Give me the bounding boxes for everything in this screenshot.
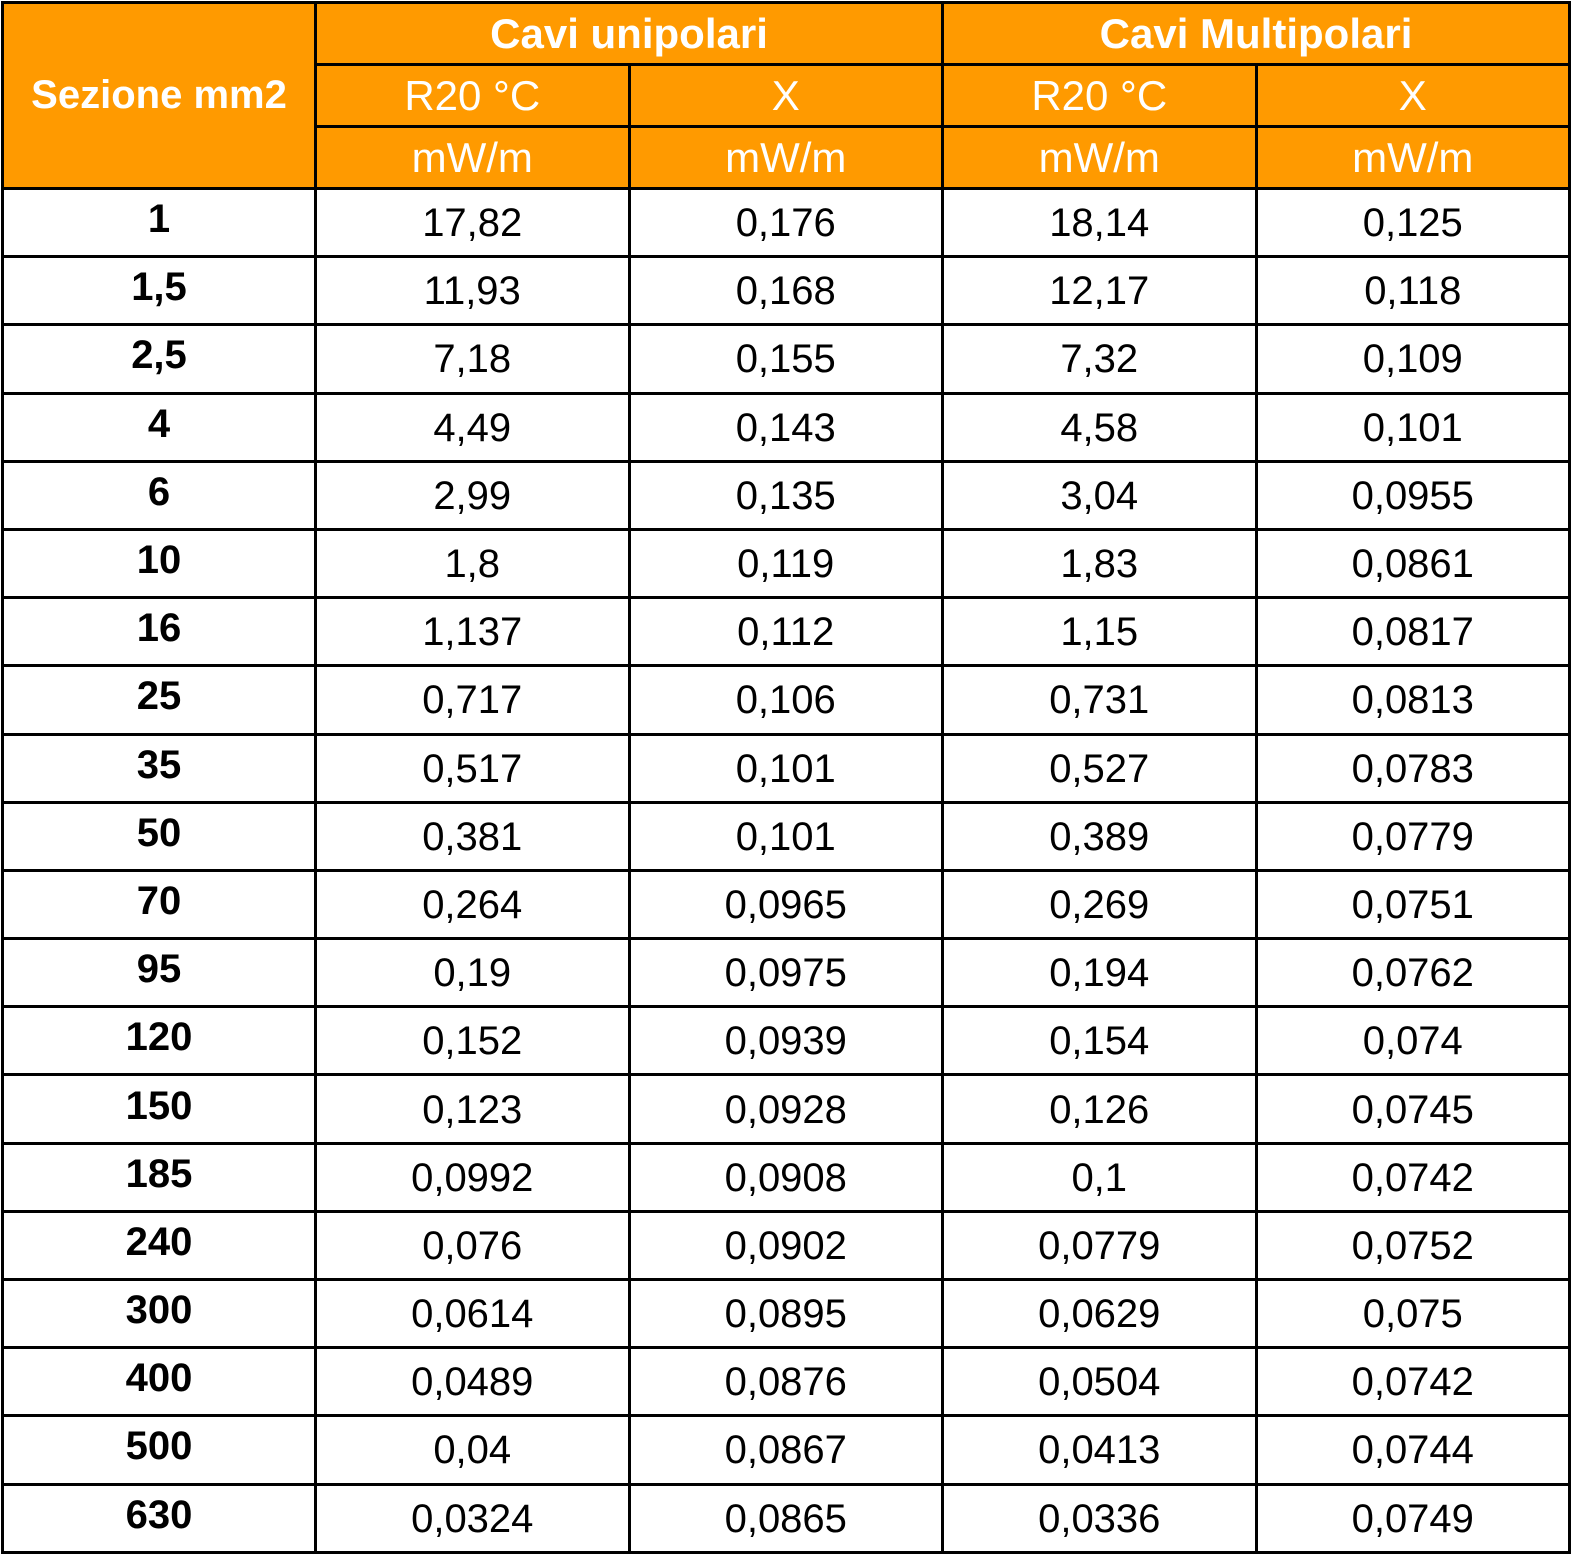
multipolar-r20-cell: 1,15 — [943, 598, 1257, 666]
multipolar-r20-cell: 0,154 — [943, 1007, 1257, 1075]
size-cell: 6 — [3, 461, 316, 529]
multipolar-r20-cell: 0,0779 — [943, 1211, 1257, 1279]
param-header-multipolar-r20: R20 °C — [943, 65, 1257, 127]
multipolar-r20-cell: 0,0336 — [943, 1484, 1257, 1552]
multipolar-r20-cell: 7,32 — [943, 325, 1257, 393]
multipolar-r20-cell: 3,04 — [943, 461, 1257, 529]
unipolar-x-cell: 0,0975 — [629, 939, 943, 1007]
table-row — [3, 1007, 1570, 1075]
multipolar-x-cell: 0,0744 — [1256, 1416, 1570, 1484]
table-row — [3, 1348, 1570, 1416]
multipolar-x-cell: 0,075 — [1256, 1280, 1570, 1348]
multipolar-x-cell: 0,0742 — [1256, 1348, 1570, 1416]
size-cell: 95 — [3, 939, 316, 1007]
table-row — [3, 393, 1570, 461]
multipolar-x-cell: 0,0752 — [1256, 1211, 1570, 1279]
multipolar-x-cell: 0,0861 — [1256, 529, 1570, 597]
unipolar-x-cell: 0,0876 — [629, 1348, 943, 1416]
size-cell: 1,5 — [3, 257, 316, 325]
multipolar-x-cell: 0,0955 — [1256, 461, 1570, 529]
table-row — [3, 939, 1570, 1007]
size-cell: 50 — [3, 802, 316, 870]
multipolar-r20-cell: 0,389 — [943, 802, 1257, 870]
multipolar-r20-cell: 0,731 — [943, 666, 1257, 734]
unipolar-r20-cell: 2,99 — [316, 461, 630, 529]
unipolar-r20-cell: 1,137 — [316, 598, 630, 666]
unipolar-r20-cell: 0,517 — [316, 734, 630, 802]
group-header-multipolar: Cavi Multipolari — [943, 3, 1570, 65]
multipolar-r20-cell: 0,0504 — [943, 1348, 1257, 1416]
size-cell: 120 — [3, 1007, 316, 1075]
multipolar-x-cell: 0,0779 — [1256, 802, 1570, 870]
unipolar-x-cell: 0,0867 — [629, 1416, 943, 1484]
multipolar-r20-cell: 0,1 — [943, 1143, 1257, 1211]
multipolar-x-cell: 0,0817 — [1256, 598, 1570, 666]
unipolar-r20-cell: 0,0324 — [316, 1484, 630, 1552]
multipolar-x-cell: 0,101 — [1256, 393, 1570, 461]
unipolar-x-cell: 0,106 — [629, 666, 943, 734]
multipolar-r20-cell: 4,58 — [943, 393, 1257, 461]
unipolar-x-cell: 0,0928 — [629, 1075, 943, 1143]
unit-header-unipolar-r20: mW/m — [316, 127, 630, 189]
unipolar-r20-cell: 0,0992 — [316, 1143, 630, 1211]
param-header-unipolar-x: X — [629, 65, 943, 127]
multipolar-x-cell: 0,0762 — [1256, 939, 1570, 1007]
size-cell: 16 — [3, 598, 316, 666]
unipolar-x-cell: 0,0965 — [629, 870, 943, 938]
multipolar-x-cell: 0,109 — [1256, 325, 1570, 393]
size-cell: 500 — [3, 1416, 316, 1484]
unipolar-r20-cell: 0,19 — [316, 939, 630, 1007]
unipolar-x-cell: 0,155 — [629, 325, 943, 393]
multipolar-x-cell: 0,118 — [1256, 257, 1570, 325]
unipolar-r20-cell: 0,381 — [316, 802, 630, 870]
unipolar-r20-cell: 0,152 — [316, 1007, 630, 1075]
unipolar-x-cell: 0,0939 — [629, 1007, 943, 1075]
unipolar-r20-cell: 0,0489 — [316, 1348, 630, 1416]
unipolar-x-cell: 0,0902 — [629, 1211, 943, 1279]
multipolar-r20-cell: 0,269 — [943, 870, 1257, 938]
unipolar-x-cell: 0,176 — [629, 189, 943, 257]
multipolar-x-cell: 0,0745 — [1256, 1075, 1570, 1143]
size-cell: 630 — [3, 1484, 316, 1552]
multipolar-r20-cell: 0,527 — [943, 734, 1257, 802]
multipolar-r20-cell: 0,0629 — [943, 1280, 1257, 1348]
size-cell: 150 — [3, 1075, 316, 1143]
multipolar-r20-cell: 0,0413 — [943, 1416, 1257, 1484]
unipolar-x-cell: 0,135 — [629, 461, 943, 529]
size-cell: 300 — [3, 1280, 316, 1348]
table-row — [3, 870, 1570, 938]
table-row — [3, 1143, 1570, 1211]
unipolar-r20-cell: 17,82 — [316, 189, 630, 257]
unipolar-r20-cell: 7,18 — [316, 325, 630, 393]
table-row — [3, 1416, 1570, 1484]
unipolar-r20-cell: 4,49 — [316, 393, 630, 461]
unipolar-r20-cell: 0,076 — [316, 1211, 630, 1279]
unipolar-x-cell: 0,143 — [629, 393, 943, 461]
table-body — [3, 189, 1570, 1553]
multipolar-r20-cell: 12,17 — [943, 257, 1257, 325]
group-header-unipolar: Cavi unipolari — [316, 3, 943, 65]
table-row — [3, 598, 1570, 666]
unipolar-r20-cell: 11,93 — [316, 257, 630, 325]
multipolar-x-cell: 0,0813 — [1256, 666, 1570, 734]
param-header-multipolar-x: X — [1256, 65, 1570, 127]
multipolar-x-cell: 0,0749 — [1256, 1484, 1570, 1552]
multipolar-r20-cell: 0,194 — [943, 939, 1257, 1007]
unit-header-unipolar-x: mW/m — [629, 127, 943, 189]
multipolar-x-cell: 0,0751 — [1256, 870, 1570, 938]
unit-header-multipolar-r20: mW/m — [943, 127, 1257, 189]
unipolar-x-cell: 0,101 — [629, 802, 943, 870]
unipolar-r20-cell: 0,123 — [316, 1075, 630, 1143]
unipolar-r20-cell: 1,8 — [316, 529, 630, 597]
table-row — [3, 1075, 1570, 1143]
unipolar-x-cell: 0,119 — [629, 529, 943, 597]
size-column-header: Sezione mm2 — [3, 3, 316, 189]
multipolar-x-cell: 0,074 — [1256, 1007, 1570, 1075]
multipolar-x-cell: 0,125 — [1256, 189, 1570, 257]
table-header — [3, 3, 1570, 189]
unipolar-x-cell: 0,101 — [629, 734, 943, 802]
size-cell: 35 — [3, 734, 316, 802]
multipolar-r20-cell: 18,14 — [943, 189, 1257, 257]
size-cell: 2,5 — [3, 325, 316, 393]
unipolar-x-cell: 0,112 — [629, 598, 943, 666]
unipolar-x-cell: 0,168 — [629, 257, 943, 325]
table-row — [3, 666, 1570, 734]
table-row — [3, 734, 1570, 802]
multipolar-r20-cell: 1,83 — [943, 529, 1257, 597]
size-cell: 25 — [3, 666, 316, 734]
size-cell: 400 — [3, 1348, 316, 1416]
table-row — [3, 461, 1570, 529]
size-cell: 70 — [3, 870, 316, 938]
table-row — [3, 1280, 1570, 1348]
table-row — [3, 1211, 1570, 1279]
unipolar-r20-cell: 0,264 — [316, 870, 630, 938]
header-row-groups — [3, 3, 1570, 65]
unit-header-multipolar-x: mW/m — [1256, 127, 1570, 189]
multipolar-r20-cell: 0,126 — [943, 1075, 1257, 1143]
multipolar-x-cell: 0,0783 — [1256, 734, 1570, 802]
size-cell: 10 — [3, 529, 316, 597]
table-row — [3, 257, 1570, 325]
param-header-unipolar-r20: R20 °C — [316, 65, 630, 127]
size-cell: 1 — [3, 189, 316, 257]
size-cell: 185 — [3, 1143, 316, 1211]
table-row — [3, 1484, 1570, 1552]
table-row — [3, 325, 1570, 393]
table-row — [3, 529, 1570, 597]
table-row — [3, 189, 1570, 257]
unipolar-r20-cell: 0,04 — [316, 1416, 630, 1484]
multipolar-x-cell: 0,0742 — [1256, 1143, 1570, 1211]
size-cell: 240 — [3, 1211, 316, 1279]
unipolar-r20-cell: 0,717 — [316, 666, 630, 734]
unipolar-x-cell: 0,0908 — [629, 1143, 943, 1211]
unipolar-r20-cell: 0,0614 — [316, 1280, 630, 1348]
size-cell: 4 — [3, 393, 316, 461]
unipolar-x-cell: 0,0865 — [629, 1484, 943, 1552]
cable-resistance-table — [1, 1, 1571, 1554]
table-row — [3, 802, 1570, 870]
unipolar-x-cell: 0,0895 — [629, 1280, 943, 1348]
